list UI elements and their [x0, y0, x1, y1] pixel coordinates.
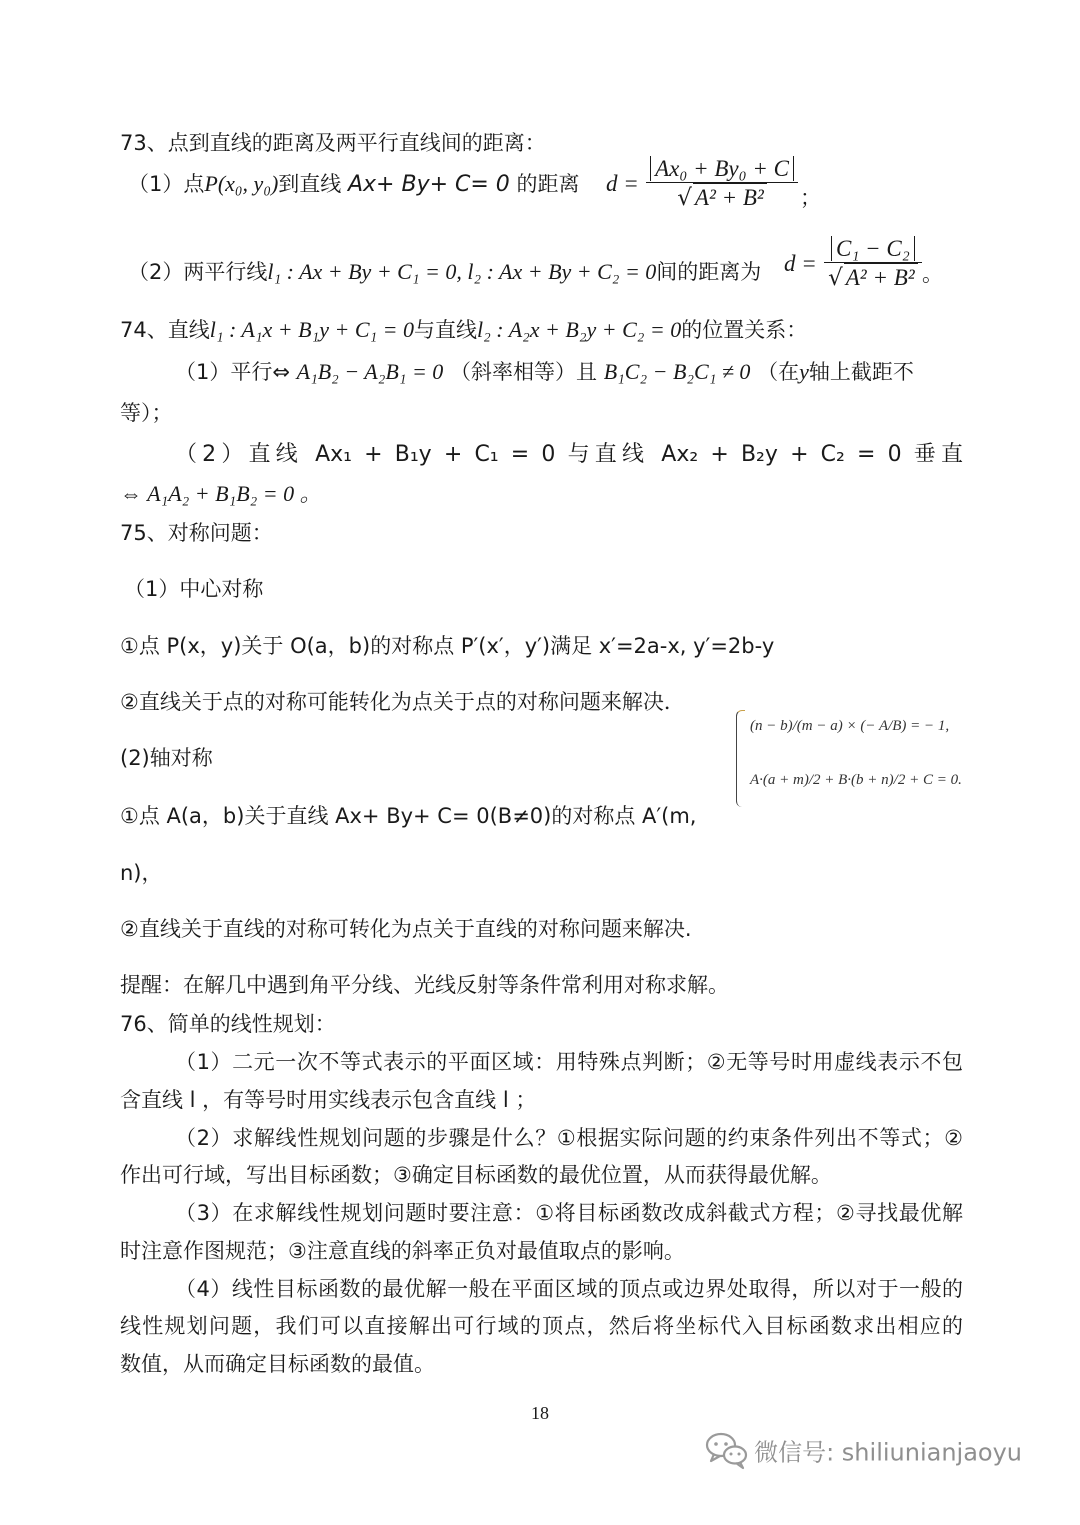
d-label: d = — [606, 171, 639, 197]
d-label: d = — [784, 251, 817, 277]
condition-1: A₁B₂ − A₂B₁ = 0 — [296, 359, 444, 384]
section-74-title — [120, 314, 807, 344]
axial-symmetry-line: ②直线关于直线的对称可转化为点关于直线的对称问题来解决. — [120, 917, 692, 941]
text: （斜率相等）且 — [450, 360, 597, 384]
semicolon: ； — [800, 186, 821, 210]
central-symmetry-heading: （1）中心对称 — [124, 577, 264, 601]
reminder: 提醒：在解几中遇到角平分线、光线反射等条件常利用对称求解。 — [120, 973, 729, 997]
section-76-title: 76、简单的线性规划： — [120, 1012, 336, 1036]
section-74-item-1 — [175, 356, 914, 386]
section-76-item-4-line-2: 线性规划问题，我们可以直接解出可行域的顶点，然后将坐标代入目标函数求出相应的 — [120, 1314, 963, 1338]
watermark-text: 微信号: shiliunianjaoyu — [754, 1438, 1023, 1467]
section-74-item-1-cont: 等）； — [120, 401, 173, 425]
section-76-item-4-line-3: 数值，从而确定目标函数的最值。 — [120, 1352, 435, 1376]
y-var: y — [799, 359, 809, 384]
system-equation-1: (n − b)/(m − a) × (− A/B) = − 1, — [750, 718, 950, 734]
line-l2: l₂ : A₂x + B₂y + C₂ = 0 — [477, 317, 682, 342]
line-equation: Ax+ By+ C= 0 — [347, 172, 510, 197]
text: 间的距离为 — [656, 260, 762, 284]
section-75-title: 75、对称问题： — [120, 521, 273, 545]
section-76-item-2-line-1: （2）求解线性规划问题的步骤是什么？①根据实际问题的约束条件列出不等式；② — [175, 1126, 963, 1150]
point-p: P(x₀, y₀) — [204, 171, 279, 196]
parallel-lines: l₁ : Ax + By + C₁ = 0, l₂ : Ax + By + C₂ = 0 — [267, 259, 657, 284]
section-76-item-3-line-2: 时注意作图规范；③注意直线的斜率正负对最值取点的影响。 — [120, 1239, 685, 1263]
text: （在 — [757, 360, 800, 384]
denominator: A² + B² — [844, 263, 918, 292]
text: 的位置关系： — [681, 318, 808, 342]
period: 。 — [922, 262, 943, 286]
text: 的距离 — [516, 172, 580, 196]
section-73-item-2 — [128, 256, 761, 286]
central-symmetry-point: ①点 P(x，y)关于 O(a，b)的对称点 P′(x′，y′)满足 x′=2a-x, y′=2b-y — [120, 634, 775, 658]
fraction: $\frac{\text{C₁ − C₂}}{\text{√ A² + B²}}$ — [824, 236, 922, 293]
equation-system-image — [736, 710, 962, 820]
text: （1）平行⇔ — [175, 360, 290, 384]
central-symmetry-line: ②直线关于点的对称可能转化为点关于点的对称问题来解决． — [120, 690, 685, 714]
section-76-item-1-line-1: （1）二元一次不等式表示的平面区域：用特殊点判断；②无等号时用虚线表示不包 — [175, 1050, 963, 1074]
axial-symmetry-point: ①点 A(a，b)关于直线 Ax+ By+ C= 0(B≠0)的对称点 A′(m, — [120, 804, 697, 828]
section-76-item-2-line-2: 作出可行域，写出目标函数；③确定目标函数的最优位置，从而获得最优解。 — [120, 1163, 832, 1187]
condition-2: B₁C₂ − B₂C₁ ≠ 0 — [603, 359, 751, 384]
wechat-watermark — [705, 1430, 1022, 1470]
text: 到直线 — [278, 172, 342, 196]
denominator: A² + B² — [693, 183, 767, 212]
section-74-item-2: （2）直线 Ax₁ + B₁y + C₁ = 0 与直线 Ax₂ + B₂y + C₂ = 0 垂直 — [175, 442, 963, 467]
distance-formula-2 — [784, 236, 922, 293]
perpendicular-condition: ⇔ A₁A₂ + B₁B₂ = 0 。 — [120, 481, 322, 506]
axial-symmetry-point-cont: n)， — [120, 861, 163, 885]
section-76-item-1-line-2: 含直线 l ，有等号时用实线表示包含直线 l ； — [120, 1088, 537, 1112]
section-73-title: 73、点到直线的距离及两平行直线间的距离： — [120, 131, 546, 155]
numerator: Ax₀ + By₀ + C — [650, 156, 794, 181]
section-74-item-2-cont — [120, 477, 322, 508]
line-l1: l₁ : A₁x + B₁y + C₁ = 0 — [209, 317, 414, 342]
text: （1）点 — [128, 172, 205, 196]
distance-formula-1 — [606, 156, 798, 213]
fraction: $\frac{\text{Ax₀ + By₀ + C}}{\text{√ A² + B²}}$ — [646, 156, 798, 213]
system-equation-2: A·(a + m)/2 + B·(b + n)/2 + C = 0. — [750, 772, 962, 788]
wechat-icon — [705, 1430, 749, 1470]
section-76-item-3-line-1: （3）在求解线性规划问题时要注意：①将目标函数改成斜截式方程；②寻找最优解 — [175, 1201, 963, 1225]
text: （2）两平行线 — [128, 260, 268, 284]
text: 轴上截距不 — [808, 360, 914, 384]
brace-icon — [736, 710, 745, 807]
text: 与直线 — [414, 318, 477, 342]
numerator: C₁ − C₂ — [831, 236, 915, 261]
section-73-item-1 — [128, 168, 580, 198]
text: 74、直线 — [120, 318, 210, 342]
axial-symmetry-heading: (2)轴对称 — [120, 746, 213, 770]
page-number: 18 — [531, 1403, 549, 1423]
section-76-item-4-line-1: （4）线性目标函数的最优解一般在平面区域的顶点或边界处取得，所以对于一般的 — [175, 1277, 963, 1301]
